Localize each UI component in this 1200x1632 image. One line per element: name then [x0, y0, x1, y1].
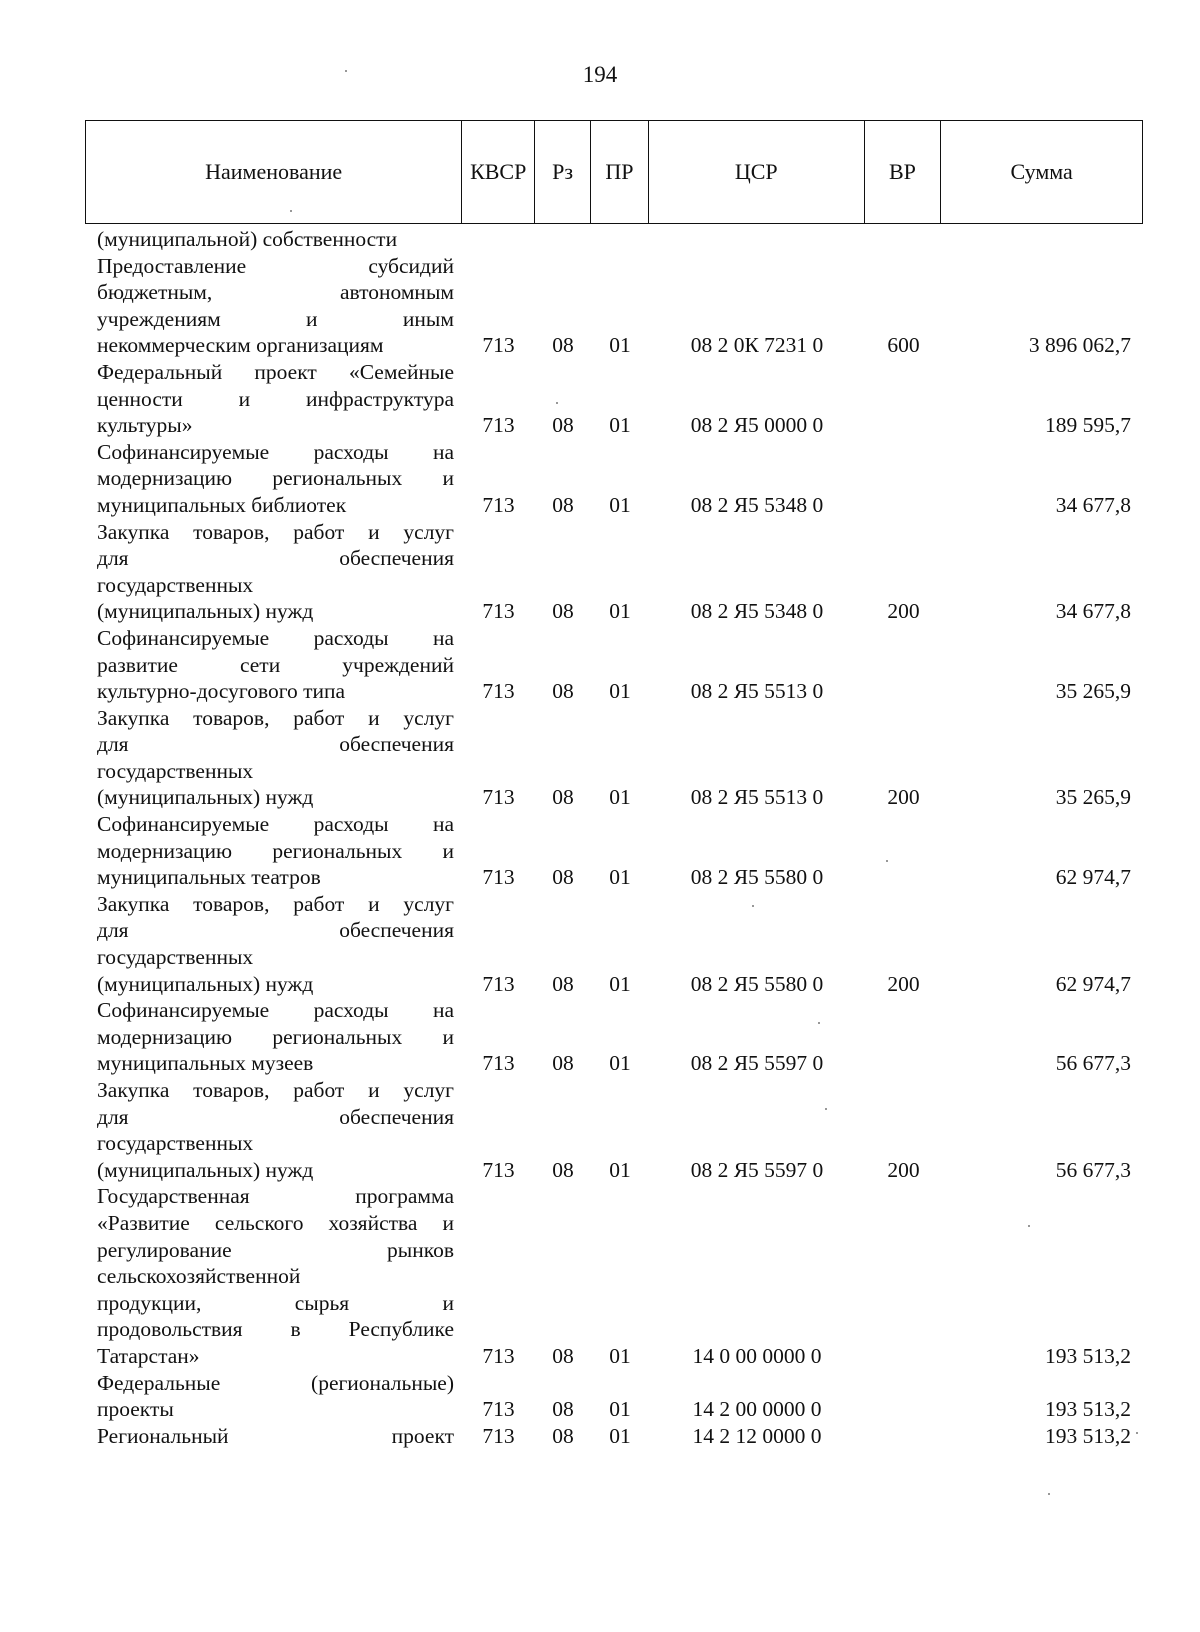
cell-rz: 08 [552, 1343, 574, 1368]
row-name [85, 625, 462, 705]
row-name-line: культуры» [97, 413, 193, 438]
row-name-line: Софинансируемые расходы на [97, 998, 454, 1023]
cell-sum: 35 265,9 [1055, 679, 1131, 704]
row-name-line: продукции, сырья и [97, 1290, 454, 1315]
row-name-line: бюджетным, автономным [97, 280, 454, 305]
row-name-line: культурно-досугового типа [97, 679, 346, 704]
row-name-line: Софинансируемые расходы на [97, 625, 454, 650]
row-name-line: для обеспечения [97, 918, 454, 943]
cell-pr: 01 [609, 1051, 631, 1076]
row-name-line: модернизацию региональных и [97, 1024, 454, 1049]
header-kvsr: КВСР [462, 121, 535, 223]
cell-rz: 08 [552, 679, 574, 704]
cell-pr: 01 [609, 492, 631, 517]
scan-speck [345, 70, 347, 72]
cell-sum: 193 513,2 [1045, 1397, 1131, 1422]
cell-pr: 01 [609, 599, 631, 624]
row-name [85, 253, 462, 359]
row-name-line: государственных [97, 572, 254, 597]
cell-rz: 08 [552, 971, 574, 996]
row-name-line: (муниципальных) нужд [97, 599, 314, 624]
cell-csr: 08 2 Я5 5348 0 [690, 599, 824, 624]
row-name [85, 705, 462, 811]
row-name-line: Федеральные (региональные) [97, 1370, 454, 1395]
cell-csr: 14 2 00 0000 0 [692, 1397, 822, 1422]
row-name-line: для обеспечения [97, 1104, 454, 1129]
table-row [85, 625, 1143, 705]
cell-sum: 3 896 062,7 [1028, 333, 1131, 358]
cell-pr: 01 [609, 785, 631, 810]
row-name [85, 891, 462, 997]
table-row [85, 226, 1143, 253]
cell-kvsr: 713 [482, 599, 515, 624]
row-name-line: Федеральный проект «Семейные [97, 359, 454, 384]
table-row [85, 1183, 1143, 1369]
cell-vr: 200 [887, 785, 920, 810]
row-name-line: государственных [97, 758, 254, 783]
cell-sum: 62 974,7 [1055, 865, 1131, 890]
cell-pr: 01 [609, 1423, 631, 1448]
scan-speck [556, 402, 558, 404]
cell-kvsr: 713 [482, 413, 515, 438]
row-name [85, 439, 462, 519]
cell-rz: 08 [552, 413, 574, 438]
cell-pr: 01 [609, 1343, 631, 1368]
row-name-line: государственных [97, 945, 254, 970]
cell-rz: 08 [552, 492, 574, 517]
cell-pr: 01 [609, 865, 631, 890]
cell-sum: 62 974,7 [1055, 971, 1131, 996]
cell-pr: 01 [609, 333, 631, 358]
table-row [85, 439, 1143, 519]
table-row [85, 359, 1143, 439]
row-name-line: развитие сети учреждений [97, 652, 454, 677]
row-name-line: продовольствия в Республике [97, 1317, 454, 1342]
table-row [85, 1423, 1143, 1450]
row-name-line: Закупка товаров, работ и услуг [97, 1078, 454, 1102]
cell-rz: 08 [552, 1157, 574, 1182]
cell-csr: 08 2 0К 7231 0 [690, 333, 824, 358]
row-name-line: (муниципальных) нужд [97, 1157, 314, 1182]
row-name [85, 519, 462, 625]
header-vr: ВР [865, 121, 942, 223]
cell-sum: 193 513,2 [1045, 1423, 1131, 1448]
table-row [85, 705, 1143, 811]
table-header [85, 120, 1143, 224]
cell-rz: 08 [552, 1423, 574, 1448]
cell-pr: 01 [609, 1157, 631, 1182]
cell-vr: 200 [887, 1157, 920, 1182]
header-name: Наименование [86, 121, 462, 223]
cell-rz: 08 [552, 333, 574, 358]
cell-rz: 08 [552, 1397, 574, 1422]
scan-speck [818, 1022, 820, 1024]
cell-pr: 01 [609, 1397, 631, 1422]
cell-sum: 56 677,3 [1055, 1157, 1131, 1182]
scan-speck [1136, 1432, 1138, 1434]
row-name-line: для обеспечения [97, 546, 454, 571]
cell-vr: 600 [887, 333, 920, 358]
cell-csr: 08 2 Я5 5580 0 [690, 865, 824, 890]
row-name [85, 811, 462, 891]
table-row [85, 253, 1143, 359]
table-row [85, 811, 1143, 891]
row-name-line: (муниципальных) нужд [97, 785, 314, 810]
header-sum: Сумма [1010, 159, 1073, 184]
row-name-line: муниципальных библиотек [97, 492, 347, 517]
cell-csr: 08 2 Я5 5597 0 [690, 1157, 824, 1182]
cell-csr: 14 2 12 0000 0 [692, 1423, 822, 1448]
cell-rz: 08 [552, 599, 574, 624]
row-name-line: учреждениям и иным [97, 306, 454, 331]
scan-speck [752, 905, 754, 907]
row-name [85, 1423, 462, 1450]
cell-sum: 193 513,2 [1045, 1343, 1131, 1368]
table-row [85, 1370, 1143, 1423]
header-pr: ПР [591, 121, 649, 223]
cell-kvsr: 713 [482, 1343, 515, 1368]
scan-speck [886, 860, 888, 862]
header-rz: Рз [535, 121, 591, 223]
row-name-line: муниципальных музеев [97, 1051, 314, 1076]
row-name-line: Предоставление субсидий [97, 253, 454, 278]
scan-speck [1028, 1225, 1030, 1227]
row-name-line: модернизацию региональных и [97, 838, 454, 863]
cell-csr: 08 2 Я5 5580 0 [690, 971, 824, 996]
row-name [85, 1370, 462, 1423]
cell-rz: 08 [552, 785, 574, 810]
table-row [85, 997, 1143, 1077]
row-name-line: проекты [97, 1397, 174, 1422]
cell-kvsr: 713 [482, 971, 515, 996]
table-row [85, 519, 1143, 625]
row-name-line: Государственная программа [97, 1184, 454, 1209]
row-name-line: (муниципальных) нужд [97, 971, 314, 996]
header-csr: ЦСР [649, 121, 865, 223]
cell-csr: 08 2 Я5 0000 0 [690, 413, 824, 438]
cell-csr: 08 2 Я5 5513 0 [690, 679, 824, 704]
scan-speck [825, 1108, 827, 1110]
table-row [85, 1077, 1143, 1183]
row-name [85, 1183, 462, 1369]
cell-kvsr: 713 [482, 333, 515, 358]
cell-kvsr: 713 [482, 785, 515, 810]
row-name-line: Закупка товаров, работ и услуг [97, 891, 454, 916]
scan-speck [1048, 1493, 1050, 1495]
cell-sum: 34 677,8 [1055, 492, 1131, 517]
row-name-line: Софинансируемые расходы на [97, 812, 454, 837]
row-name-line: для обеспечения [97, 732, 454, 757]
row-name-line: модернизацию региональных и [97, 466, 454, 491]
cell-vr: 200 [887, 971, 920, 996]
cell-kvsr: 713 [482, 1051, 515, 1076]
cell-pr: 01 [609, 413, 631, 438]
cell-kvsr: 713 [482, 1423, 515, 1448]
row-name-line: (муниципальной) собственности [97, 227, 398, 251]
table-body [85, 226, 1143, 1449]
row-name-line: «Развитие сельского хозяйства и [97, 1210, 454, 1235]
row-name [85, 226, 462, 253]
row-name [85, 1077, 462, 1183]
row-name-line: регулирование рынков [97, 1237, 454, 1262]
cell-sum: 189 595,7 [1045, 413, 1131, 438]
cell-kvsr: 713 [482, 492, 515, 517]
row-name [85, 359, 462, 439]
cell-sum: 56 677,3 [1055, 1051, 1131, 1076]
row-name-line: государственных [97, 1131, 254, 1156]
cell-csr: 08 2 Я5 5348 0 [690, 492, 824, 517]
row-name-line: Закупка товаров, работ и услуг [97, 705, 454, 730]
cell-kvsr: 713 [482, 679, 515, 704]
cell-pr: 01 [609, 679, 631, 704]
cell-csr: 14 0 00 0000 0 [692, 1343, 822, 1368]
cell-kvsr: 713 [482, 1397, 515, 1422]
page-number: 194 [582, 62, 618, 87]
cell-rz: 08 [552, 865, 574, 890]
cell-csr: 08 2 Я5 5597 0 [690, 1051, 824, 1076]
cell-sum: 35 265,9 [1055, 785, 1131, 810]
row-name [85, 997, 462, 1077]
row-name-line: Татарстан» [97, 1343, 200, 1368]
row-name-line: ценности и инфраструктура [97, 386, 454, 411]
scan-speck [290, 210, 292, 212]
cell-csr: 08 2 Я5 5513 0 [690, 785, 824, 810]
cell-kvsr: 713 [482, 1157, 515, 1182]
cell-rz: 08 [552, 1051, 574, 1076]
cell-sum: 34 677,8 [1055, 599, 1131, 624]
row-name-line: Софинансируемые расходы на [97, 439, 454, 464]
table-row [85, 891, 1143, 997]
row-name-line: Закупка товаров, работ и услуг [97, 519, 454, 544]
cell-pr: 01 [609, 971, 631, 996]
row-name-line: муниципальных театров [97, 865, 321, 890]
row-name-line: некоммерческим организациям [97, 333, 384, 358]
cell-kvsr: 713 [482, 865, 515, 890]
cell-vr: 200 [887, 599, 920, 624]
row-name-line: Региональный проект [97, 1423, 454, 1448]
row-name-line: сельскохозяйственной [97, 1264, 301, 1289]
